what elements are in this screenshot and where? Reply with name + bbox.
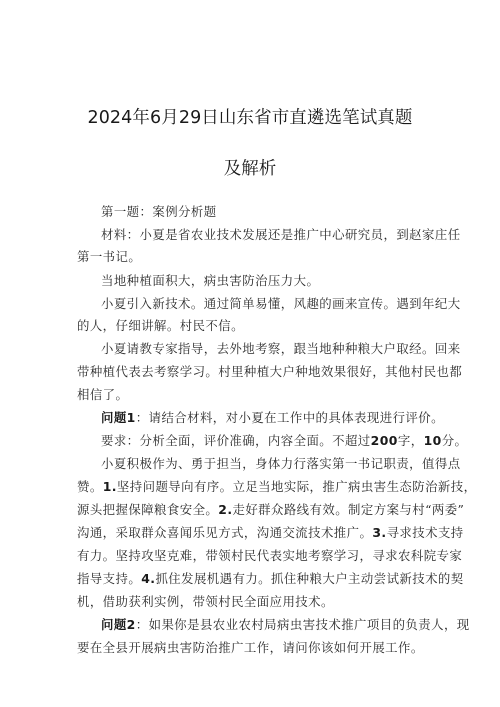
answer-text: 走好群众路线有效。制定方案与村“两委” (232, 502, 465, 517)
material-line: 第一书记。 (77, 249, 142, 264)
answer-text: 抓住发展机遇有力。抓住种粮大户主动尝试新技术的契 (155, 571, 464, 586)
point-number: 3. (372, 525, 387, 540)
material-line: 小夏引入新技术。通过简单易懂，风趣的画来宣传。遇到年纪大 (101, 296, 461, 311)
question-label: 问题2 (101, 617, 136, 632)
question-2-continued: 要在全县开展病虫害防治推广工作，请问你该如何开展工作。 (77, 640, 424, 655)
word-limit: 200 (370, 433, 398, 448)
requirement-line (101, 433, 468, 449)
answer-text: 指导支持。 (77, 571, 142, 586)
answer-text: 源头把握保障粮食安全。 (77, 502, 219, 517)
question-text: ：如果你是县农业农村局病虫害技术推广项目的负责人，现 (135, 617, 470, 632)
point-number: 1. (102, 479, 117, 494)
material-line: 材料：小夏是省农业技术发展还是推广中心研究员，到赵家庄任 (101, 227, 461, 242)
answer-text: 赞。 (77, 479, 103, 494)
requirement-text: 要求：分析全面，评价准确，内容全面。不超过 (101, 433, 371, 448)
material-line: 相信了。 (77, 387, 129, 402)
page-title-continued: 及解析 (223, 159, 277, 179)
answer-line: 小夏积极作为、勇于担当，身体力行落实第一书记职责，值得点 (101, 456, 461, 471)
section-heading: 第一题：案例分析题 (101, 204, 217, 219)
material-line: 带种植代表去考察学习。村里种植大户种地效果很好，其他村民也都 (77, 364, 463, 379)
answer-line (77, 502, 465, 518)
answer-line (77, 479, 477, 495)
material-line: 小夏请教专家指导，去外地考察，跟当地种种粮大户取经。回来 (101, 341, 461, 356)
answer-text: 坚持问题导向有序。立足当地实际，推广病虫害生态防治新技， (116, 479, 477, 494)
requirement-text: 字， (397, 433, 424, 448)
answer-line (77, 525, 464, 541)
answer-text: 寻求技术支持 (386, 525, 464, 540)
requirement-text: 分。 (441, 433, 468, 448)
question-label: 问题1 (101, 410, 136, 425)
points-value: 10 (423, 433, 442, 448)
answer-text: 沟通，采取群众喜闻乐见方式，沟通交流技术推广。 (77, 525, 373, 540)
answer-line (77, 571, 464, 587)
point-number: 2. (218, 502, 233, 517)
question-text: ：请结合材料，对小夏在工作中的具体表现进行评价。 (135, 410, 444, 425)
answer-line: 机，借助获利实例，带领村民全面应用技术。 (77, 594, 334, 609)
material-line: 的人，仔细讲解。村民不信。 (77, 318, 244, 333)
page-title: 2024年6月29日山东省市直遴选笔试真题 (87, 108, 413, 128)
point-number: 4. (141, 571, 156, 586)
question-2 (101, 617, 470, 633)
answer-line: 有力。坚持攻坚克难，带领村民代表实地考察学习，寻求农科院专家 (77, 548, 463, 563)
question-1 (101, 410, 444, 426)
material-paragraph: 当地种植面积大，病虫害防治压力大。 (101, 273, 320, 288)
